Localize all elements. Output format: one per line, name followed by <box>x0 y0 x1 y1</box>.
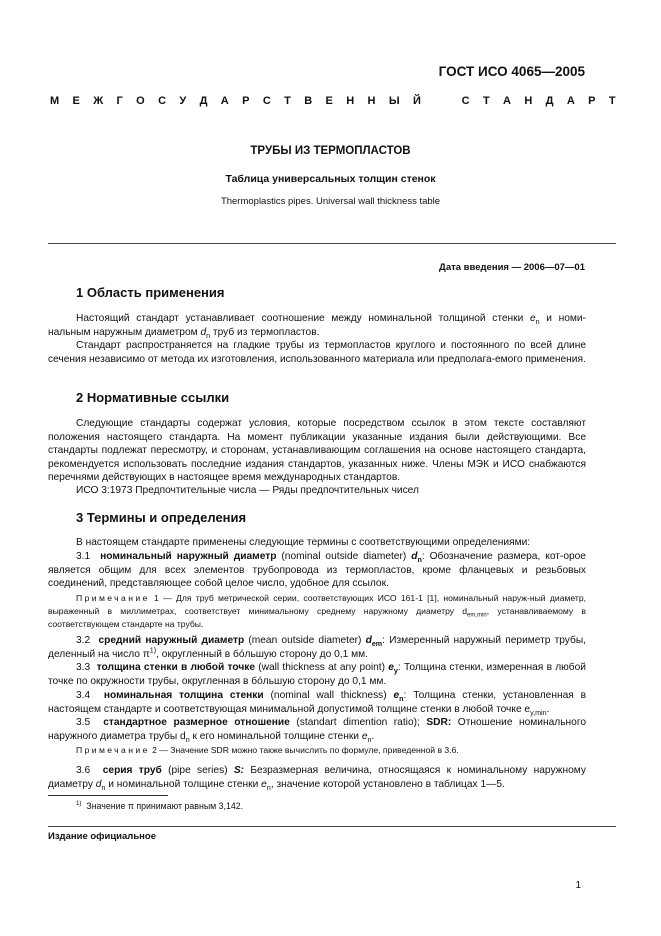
section-1-heading: 1 Область применения <box>76 285 225 300</box>
banner-letter: О <box>136 95 145 107</box>
footnote-rule <box>48 795 168 796</box>
banner-letter: А <box>566 95 575 107</box>
footer-divider <box>48 826 616 827</box>
banner-letter: Й <box>413 95 421 107</box>
banner-letter: У <box>179 95 187 107</box>
section-3-intro: В настоящем стандарте применены следующие термины с соответствующими определениями: <box>76 537 531 548</box>
banner-letter: А <box>220 95 229 107</box>
english-title: Thermoplastics pipes. Universal wall thickness table <box>220 196 441 207</box>
banner-letter: Р <box>588 95 596 107</box>
banner-letter: Р <box>242 95 250 107</box>
banner-letter: С <box>262 95 271 107</box>
note-1: Примечание 1 — Для труб метрической серии, соответствующих ИСО 161-1 [1], номинальный наруж-ный диаметр, выраженный в миллиметрах, соответствует минимальному среднему наружному диаметру $d_{em,min}$, устанавливаемому в соответствующем стандарте на трубы. <box>48 593 586 629</box>
banner-letter: Д <box>199 95 208 107</box>
term-3-1: 3.1 номинальный наружный диаметр (nominal outside diameter) $d_n$: Обозначение размера, кот-орое является общим для всех элементов трубопровода из термопластов, кроме фланцевых и резьбовых соединений, представляющее собой целое число, удобное для ссылок. <box>48 551 586 590</box>
banner-letter: Е <box>72 95 80 107</box>
banner-letter: Д <box>545 95 554 107</box>
banner-letter: Т <box>482 95 490 107</box>
standard-banner <box>50 95 616 107</box>
section-1-paragraph-1: Настоящий стандарт устанавливает соотношение между номинальной толщиной стенки $e_n$ и номи-нальным наружным диаметром $d_n$ труб из термопластов. <box>48 313 586 340</box>
term-3-3: 3.3 толщина стенки в любой точке (wall thickness at any point) $e_y$: Толщина стенки, измеренная в любой точке по окружности трубы, округленная в бо́льшую сторону до 0,1 мм. <box>48 662 586 687</box>
banner-letter: Т <box>284 95 291 107</box>
page-number: 1 <box>575 880 581 891</box>
banner-letter: Е <box>325 95 333 107</box>
section-2-paragraph-1: Следующие стандарты содержат условия, которые посредством ссылок в этом тексте составляют положения настоящего стандарта. На момент публикации указанные издания были действующими. Все стандарты подлежат пересмотру, и сторонам, устанавливающим соглашения на основе настоящего стандарта, рекомендуется использовать последние издания стандартов, указанных ниже. Члены МЭК и ИСО снабжаются перечнями действующих в настоящее время международных стандартов. <box>48 418 586 484</box>
official-edition-label: Издание официальное <box>48 831 156 842</box>
term-3-5: 3.5 стандартное размерное отношение (standart dimention ratio); SDR: Отношение номинального наружного диаметра трубы $d_n$ к его номинальной толщине стенки $e_n$. <box>48 717 586 744</box>
introduction-date: Дата введения — 2006—07—01 <box>439 262 585 273</box>
banner-letter: Н <box>524 95 533 107</box>
banner-letter: М <box>50 95 60 107</box>
banner-letter: В <box>304 95 313 107</box>
document-code: ГОСТ ИСО 4065—2005 <box>438 64 585 79</box>
banner-letter: С <box>461 95 470 107</box>
banner-letter: Т <box>608 95 616 107</box>
section-1-paragraph-2: Стандарт распространяется на гладкие трубы из термопластов круглого и постоянного по всей длине сечения независимо от метода их изготовления, использованного материала или предполага-емого применения. <box>48 340 586 365</box>
banner-letter <box>434 95 448 107</box>
term-3-6: 3.6 серия труб (pipe series) S: Безразмерная величина, относящаяся к номинальному наружному диаметру $d_n$ и номинальной толщине стенки $e_n$, значение которой установлено в таблицах 1—5. <box>48 765 586 792</box>
banner-letter: Ж <box>93 95 104 107</box>
note-2: Примечание 2 — Значение SDR можно также вычислить по формуле, приведенной в 3.6. <box>76 745 459 755</box>
footnote: $^{1)}$ Значение π принимают равным 3,142. <box>76 800 244 811</box>
title-divider <box>48 243 616 244</box>
banner-letter: Ы <box>388 95 400 107</box>
term-3-2: 3.2 средний наружный диаметр (mean outside diameter) $d_{em}$: Измеренный наружный периметр трубы, деленный на число $\pi^{1)}$, округленный в бо́льшую сторону до 0,1 мм. <box>48 635 586 660</box>
term-3-4: 3.4 номинальная толщина стенки (nominal wall thickness) $e_n$: Толщина стенки, установленная в настоящем стандарте и соответствующая минимальной допустимой толщине стенки в любой точке $e_{y,min}$. <box>48 690 586 717</box>
banner-letter: Г <box>116 95 123 107</box>
banner-letter: Н <box>346 95 355 107</box>
banner-letter: С <box>158 95 167 107</box>
document-title: ТРУБЫ ИЗ ТЕРМОПЛАСТОВ <box>250 145 411 157</box>
document-subtitle: Таблица универсальных толщин стенок <box>225 173 436 185</box>
section-2-reference: ИСО 3:1973 Предпочтительные числа — Ряды предпочтительных чисел <box>76 485 419 496</box>
section-2-heading: 2 Нормативные ссылки <box>76 390 230 405</box>
banner-letter: А <box>503 95 511 107</box>
banner-letter: Н <box>367 95 376 107</box>
section-3-heading: 3 Термины и определения <box>76 510 247 525</box>
